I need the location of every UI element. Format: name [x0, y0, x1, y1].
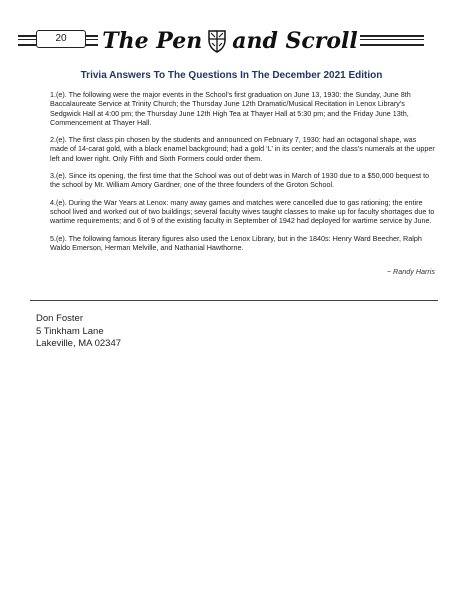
masthead-rule-right: [360, 35, 424, 46]
answer-3: 3.(e). Since its opening, the first time that the School was out of debt was in March of 1930 due to a $50,000 bequest to the school by Mr. William Amory Gardner, one of the three founders of the Groton School.: [50, 171, 430, 190]
answers-list: [50, 90, 435, 260]
newsletter-title: [98, 24, 362, 58]
author-signature: ~ Randy Harris: [386, 267, 435, 276]
page-number: 20: [36, 30, 86, 48]
answer-4: 4.(e). During the War Years at Lenox: many away games and matches were cancelled due to gas rationing; the entire school lived and worked out of two buildings; several faculty wives taught classes to make up for faculty shortages due to wartime requirements; and 6 of 9 of the existing faculty in September of 1942 had deployed for wartime service by June.: [50, 197, 435, 226]
address-street: 5 Tinkham Lane: [36, 325, 104, 337]
article-heading: Trivia Answers To The Questions In The December 2021 Edition: [80, 70, 383, 81]
answer-2: 2.(e). The first class pin chosen by the students and announced on February 7, 1930: had an octagonal shape, was made of 14-carat gold, with a black enamel background; had a gold ‘L’ in its center; and the class’s numerals at the upper left and lower right. Only Fifth and Sixth Formers could order them.: [50, 135, 435, 163]
address-name: Don Foster: [36, 313, 83, 324]
masthead: [0, 24, 463, 60]
title-right: and Scroll: [232, 28, 358, 54]
section-divider: [30, 300, 438, 301]
title-left: The Pen: [102, 28, 203, 54]
answer-1: 1.(e). The following were the major events in the School’s first graduation on June 13, 1930: the Sunday, June 8th Baccalaureate Service at Trinity Church; the Thursday June 12th Dramatic/Musical Recitation in Lenox Library’s Sedgwick Hall at 4:00 pm; the Thursday June 12th High Tea at Thayer Hall at 5:30 pm; and the Friday June 13th, Commencement at Thayer Hall.: [50, 90, 411, 127]
mailing-address: [36, 313, 121, 351]
answer-5: 5.(e). The following famous literary figures also used the Lenox Library, but in the 1840s: Henry Ward Beecher, Ralph Waldo Emerson, Herman Melville, and Nathanial Hawthorne.: [50, 233, 422, 252]
address-city: Lakeville, MA 02347: [36, 338, 122, 349]
shield-crest-icon: [207, 29, 227, 53]
